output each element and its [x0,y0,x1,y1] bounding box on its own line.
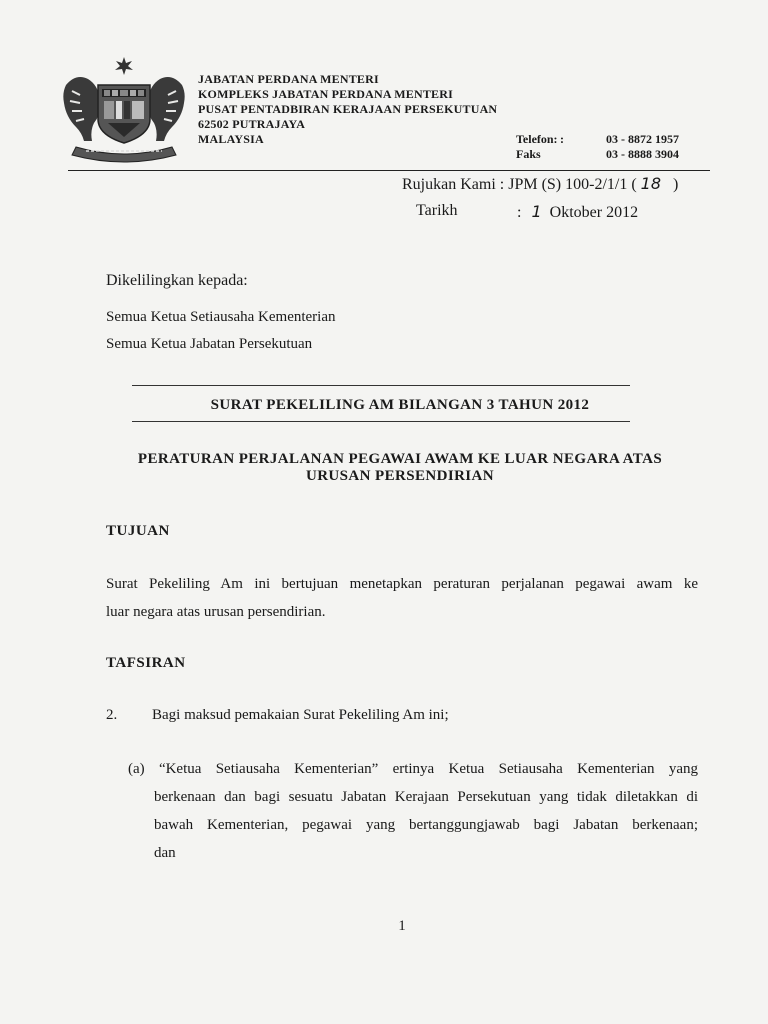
tarikh-label: Tarikh [416,202,458,219]
faks-label: Faks [516,147,541,161]
tarikh-value: Oktober 2012 [549,204,639,221]
ministry-address [198,72,497,147]
contact-labels [516,132,558,162]
page-number: 1 [398,918,406,934]
paragraph-text: Bagi maksud pemakaian Surat Pekeliling Am ini; [152,707,449,723]
contact-values [606,132,679,162]
rujukan-handwritten-number: 18 [640,174,662,193]
tarikh-line [517,202,638,222]
faks-separator: : [560,132,564,146]
tafsiran-heading: TAFSIRAN [106,655,186,671]
recipient-line: Semua Ketua Jabatan Persekutuan [106,336,313,352]
address-line: 62502 PUTRAJAYA [198,117,306,131]
address-line: KOMPLEKS JABATAN PERDANA MENTERI [198,87,453,101]
title-rule-bottom [132,421,630,422]
address-line: PUSAT PENTADBIRAN KERAJAAN PERSEKUTUAN [198,102,498,116]
tarikh-handwritten-day: 1 [531,202,542,221]
item-a-line1: (a) “Ketua Setiausaha Kementerian” ertinya Ketua Setiausaha Kementerian yang [128,761,698,777]
telefon-number: 03 - 8872 1957 [606,132,679,146]
tujuan-line2: luar negara atas urusan persendirian. [106,604,326,620]
rujukan-value: JPM (S) 100-2/1/1 ( [508,176,637,193]
circular-title-line1: PERATURAN PERJALANAN PEGAWAI AWAM KE LUAR NEGARA ATAS [137,451,663,467]
title-rule-top [132,385,630,386]
rujukan-label: Rujukan Kami : [402,176,505,193]
recipients-intro: Dikelilingkan kepada: [106,272,248,289]
faks-number: 03 - 8888 3904 [606,147,679,161]
tarikh-separator: : [517,204,522,221]
telefon-label: Telefon: [516,132,558,146]
recipient-line: Semua Ketua Setiausaha Kementerian [106,309,336,325]
item-a-line3: bawah Kementerian, pegawai yang bertanggungjawab bagi Jabatan berkenaan; [154,817,698,833]
rujukan-close: ) [673,176,679,193]
tujuan-heading: TUJUAN [106,523,170,539]
contact-separators [560,132,564,147]
address-line: JABATAN PERDANA MENTERI [198,72,379,86]
rujukan-line [402,174,678,194]
coat-of-arms-emblem [58,55,190,165]
address-line: MALAYSIA [198,132,264,146]
paragraph-number: 2. [106,707,118,723]
item-a-line2: berkenaan dan bagi sesuatu Jabatan Kerajaan Persekutuan yang tidak diletakkan di [154,789,698,805]
circular-number: SURAT PEKELILING AM BILANGAN 3 TAHUN 2012 [210,397,590,413]
tujuan-line1: Surat Pekeliling Am ini bertujuan menetapkan peraturan perjalanan pegawai awam ke [106,576,698,592]
circular-title-line2: URUSAN PERSENDIRIAN [305,468,495,484]
header-divider [68,170,710,171]
item-a-line4: dan [154,845,176,861]
